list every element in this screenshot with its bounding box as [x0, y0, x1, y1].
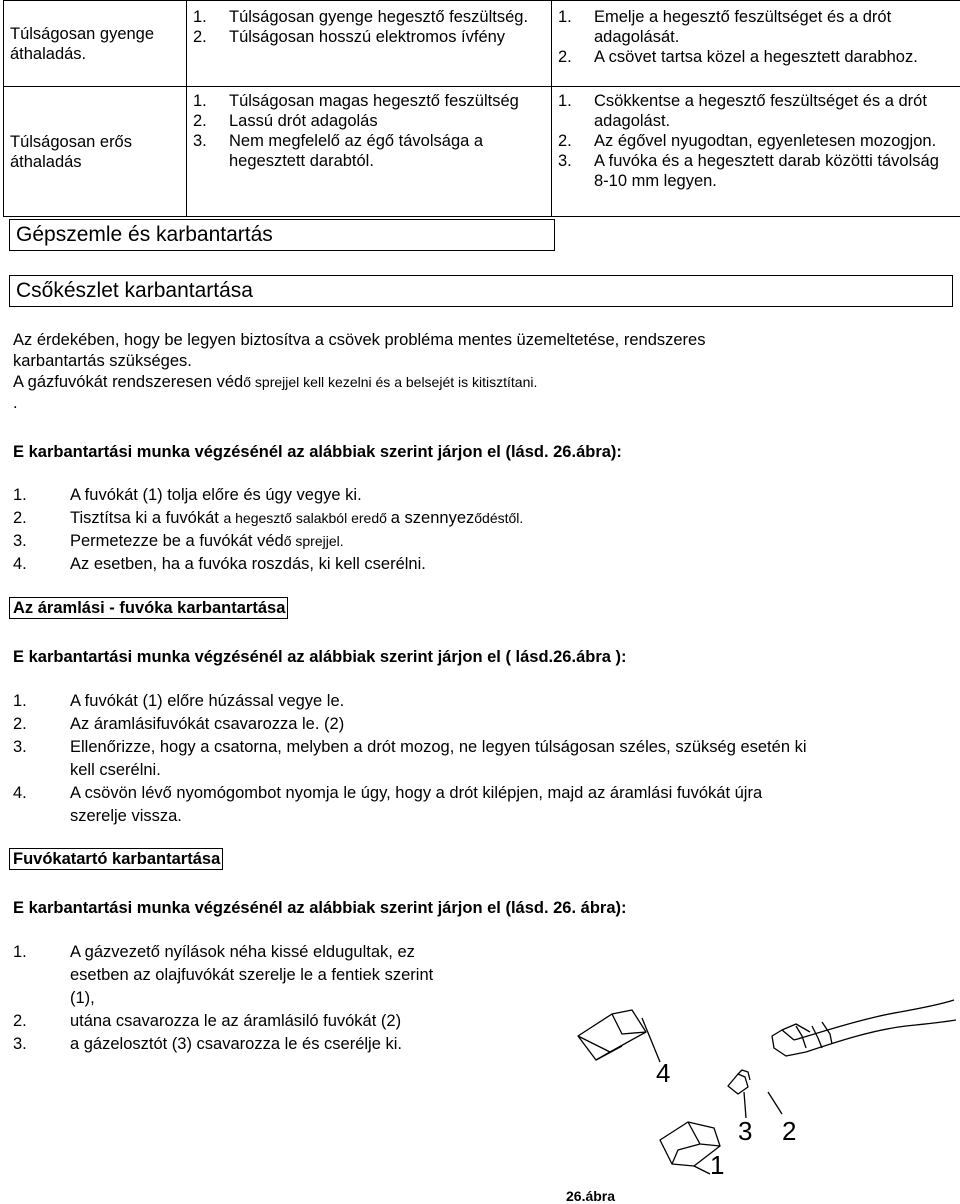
list-item: Permetezze be a fuvókát védő sprejjel. [70, 532, 344, 550]
list-item: Ellenőrizze, hogy a csatorna, melyben a drót mozog, ne legyen túlságosan széles, szükség esetén ki [70, 738, 807, 756]
intro-line: Az érdekében, hogy be legyen biztosítva a csövek probléma mentes üzemeltetése, rendszeres [13, 331, 706, 349]
list-item: 2. A csövet tartsa közel a hegesztett darabhoz. [558, 48, 918, 66]
list-item-continuation: szerelje vissza. [70, 807, 182, 825]
table-row [4, 87, 960, 217]
intro-line: A gázfuvókát rendszeresen védő sprejjel kell kezelni és a belsejét is kitisztítani. [13, 373, 538, 391]
figure-label: 3 [738, 1116, 753, 1146]
list-item: Az áramlásifuvókát csavarozza le. (2) [70, 715, 345, 733]
solutions-cell [552, 1, 960, 87]
causes-cell [187, 87, 552, 217]
solutions-cell [552, 87, 960, 217]
figure-label: 4 [656, 1058, 671, 1088]
list-item: 3. A fuvóka és a hegesztett darab közötti távolság 8-10 mm legyen. [558, 152, 939, 190]
list-number: 1. [13, 943, 27, 961]
list-item: 2. Túlságosan hosszú elektromos ívfény [193, 28, 506, 46]
list-item: 1. Túlságosan gyenge hegesztő feszültség. [193, 8, 529, 26]
list-item: 2. Lassú drót adagolás [193, 112, 378, 130]
troubleshooting-table [3, 0, 960, 217]
table-row [4, 1, 960, 87]
leader-line-4 [642, 1018, 660, 1062]
list-number: 1. [13, 486, 27, 504]
causes-cell [187, 1, 552, 87]
gas-distributor-part [578, 1010, 646, 1060]
list-number: 3. [13, 738, 27, 756]
procedure-heading: E karbantartási munka végzésénél az alábbiak szerint járjon el (lásd. 26. ábra): [13, 899, 627, 917]
section-heading-inspection: Gépszemle és karbantartás [9, 219, 555, 251]
leader-line-3 [744, 1092, 746, 1118]
procedure-heading: E karbantartási munka végzésénél az alábbiak szerint járjon el (lásd. 26.ábra): [13, 443, 622, 461]
list-item-continuation: (1), [70, 989, 95, 1007]
list-number: 3. [13, 532, 27, 550]
torch-nozzle-diagram [560, 990, 960, 1186]
list-item-continuation: esetben az olajfuvókát szerelje le a fentiek szerint [70, 966, 434, 984]
list-number: 1. [13, 692, 27, 710]
intro-line: karbantartás szükséges. [13, 352, 192, 370]
list-item-continuation: kell cserélni. [70, 761, 161, 779]
problem-cell: Túlságosan erős áthaladás [4, 87, 187, 217]
list-number: 3. [13, 1035, 27, 1053]
section-heading-hose-kit: Csőkészlet karbantartása [9, 275, 953, 307]
leader-line-1 [694, 1166, 710, 1174]
contact-tip-part [728, 1070, 750, 1094]
list-item: 3. Nem megfelelő az égő távolsága a hegesztett darabtól. [193, 132, 484, 170]
list-item: A fuvókát (1) tolja előre és úgy vegye ki. [70, 486, 362, 504]
figure-caption: 26.ábra [566, 1188, 616, 1204]
subsection-title: Az áramlási - fuvóka karbantartása [9, 597, 288, 619]
list-item: Az esetben, ha a fuvóka roszdás, ki kell cserélni. [70, 555, 426, 573]
figure-label: 2 [782, 1116, 797, 1146]
list-item: 1. Túlságosan magas hegesztő feszültség [193, 92, 519, 110]
list-item: Tisztítsa ki a fuvókát a hegesztő salakból eredő a szennyeződéstől. [70, 509, 524, 527]
list-number: 2. [13, 715, 27, 733]
list-number: 4. [13, 784, 27, 802]
list-item: a gázelosztót (3) csavarozza le és cserélje ki. [70, 1035, 402, 1053]
list-item: utána csavarozza le az áramlásiló fuvókát (2) [70, 1012, 402, 1030]
torch-neck-part [772, 1000, 956, 1056]
list-item: A gázvezető nyílások néha kissé eldugultak, ez [70, 943, 415, 961]
intro-dot: . [13, 394, 18, 412]
figure-label: 1 [710, 1150, 725, 1180]
list-item: 2. Az égővel nyugodtan, egyenletesen mozogjon. [558, 132, 937, 150]
subsection-title: Fuvókatartó karbantartása [9, 848, 223, 870]
list-item: 1. Emelje a hegesztő feszültséget és a drót adagolását. [558, 8, 892, 46]
problem-cell: Túlságosan gyenge áthaladás. [4, 1, 187, 87]
procedure-heading: E karbantartási munka végzésénél az alábbiak szerint járjon el ( lásd.26.ábra ): [13, 648, 627, 666]
list-number: 2. [13, 509, 27, 527]
list-item: A csövön lévő nyomógombot nyomja le úgy, hogy a drót kilépjen, majd az áramlási fuvókát újra [70, 784, 763, 802]
list-item: 1. Csökkentse a hegesztő feszültséget és a drót adagolást. [558, 92, 927, 130]
list-item: A fuvókát (1) előre húzással vegye le. [70, 692, 345, 710]
leader-line-2 [768, 1092, 782, 1114]
list-number: 4. [13, 555, 27, 573]
list-number: 2. [13, 1012, 27, 1030]
